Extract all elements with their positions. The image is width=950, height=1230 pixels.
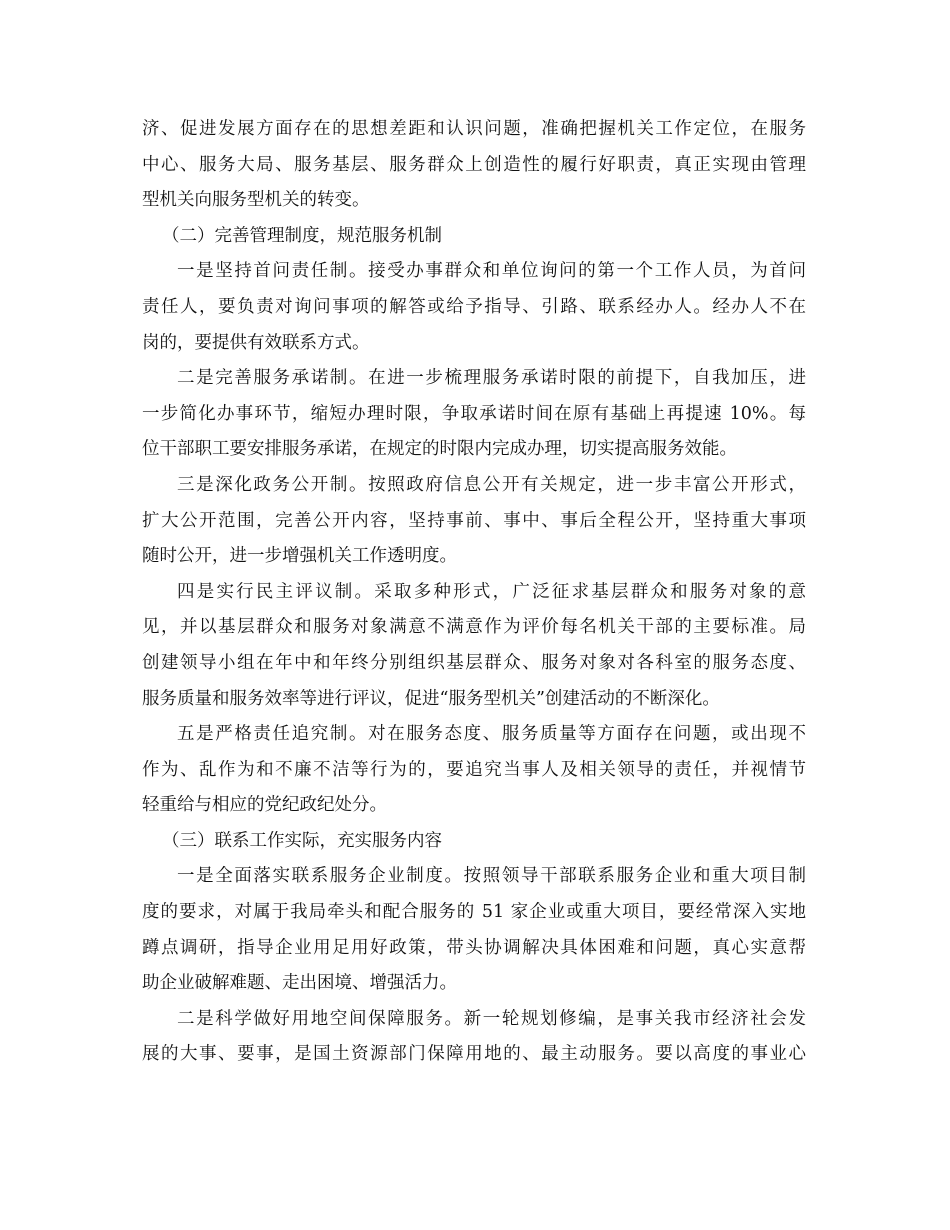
text-line: 岗的，要提供有效联系方式。 <box>142 332 370 353</box>
text-line: 蹲点调研，指导企业用足用好政策，带头协调解决具体困难和问题，真心实意帮 <box>142 937 806 958</box>
text-line: 中心、服务大局、服务基层、服务群众上创造性的履行好职责，真正实现由管理 <box>142 154 806 175</box>
paragraph-first-line: 二是完善服务承诺制。在进一步梳理服务承诺时限的前提下，自我加压，进 <box>177 368 806 389</box>
text-line: 展的大事、要事，是国土资源部门保障用地的、最主动服务。要以高度的事业心 <box>142 1044 806 1065</box>
paragraph-first-line: 五是严格责任追究制。对在服务态度、服务质量等方面存在问题，或出现不 <box>177 724 806 745</box>
text-line: 责任人，要负责对询问事项的解答或给予指导、引路、联系经办人。经办人不在 <box>142 296 806 317</box>
text-line: 助企业破解难题、走出困境、增强活力。 <box>142 973 457 994</box>
paragraph-first-line: 一是坚持首问责任制。接受办事群众和单位询问的第一个工作人员，为首问 <box>177 261 806 282</box>
text-line: 扩大公开范围，完善公开内容，坚持事前、事中、事后全程公开，坚持重大事项 <box>142 510 806 531</box>
paragraph-first-line: 二是科学做好用地空间保障服务。新一轮规划修编，是事关我市经济社会发 <box>177 1008 806 1029</box>
text-line: 作为、乱作为和不廉不洁等行为的，要追究当事人及相关领导的责任，并视情节 <box>142 759 806 780</box>
paragraph-first-line: 四是实行民主评议制。采取多种形式，广泛征求基层群众和服务对象的意 <box>177 581 806 602</box>
document-body <box>142 112 806 1073</box>
section-heading: （三）联系工作实际，充实服务内容 <box>162 830 442 851</box>
text-line: 轻重给与相应的党纪政纪处分。 <box>142 795 387 816</box>
text-line: 位干部职工要安排服务承诺，在规定的时限内完成办理，切实提高服务效能。 <box>142 439 737 460</box>
text-line: 一步简化办事环节，缩短办理时限，争取承诺时间在原有基础上再提速 10%。每 <box>142 403 806 424</box>
text-line: 济、促进发展方面存在的思想差距和认识问题，准确把握机关工作定位，在服务 <box>142 119 806 139</box>
section-heading: （二）完善管理制度，规范服务机制 <box>162 225 442 246</box>
text-line: 度的要求，对属于我局牵头和配合服务的 51 家企业或重大项目，要经常深入实地 <box>142 902 806 923</box>
text-line: 随时公开，进一步增强机关工作透明度。 <box>142 546 457 567</box>
paragraph-first-line: 三是深化政务公开制。按照政府信息公开有关规定，进一步丰富公开形式， <box>177 474 806 495</box>
text-line: 创建领导小组在年中和年终分别组织基层群众、服务对象对各科室的服务态度、 <box>142 652 806 673</box>
paragraph-first-line: 一是全面落实联系服务企业制度。按照领导干部联系服务企业和重大项目制 <box>177 866 806 887</box>
text-line: 服务质量和服务效率等进行评议，促进“服务型机关”创建活动的不断深化。 <box>142 688 720 709</box>
text-line: 型机关向服务型机关的转变。 <box>142 190 370 211</box>
text-line: 见，并以基层群众和服务对象满意不满意作为评价每名机关干部的主要标准。局 <box>142 617 806 638</box>
